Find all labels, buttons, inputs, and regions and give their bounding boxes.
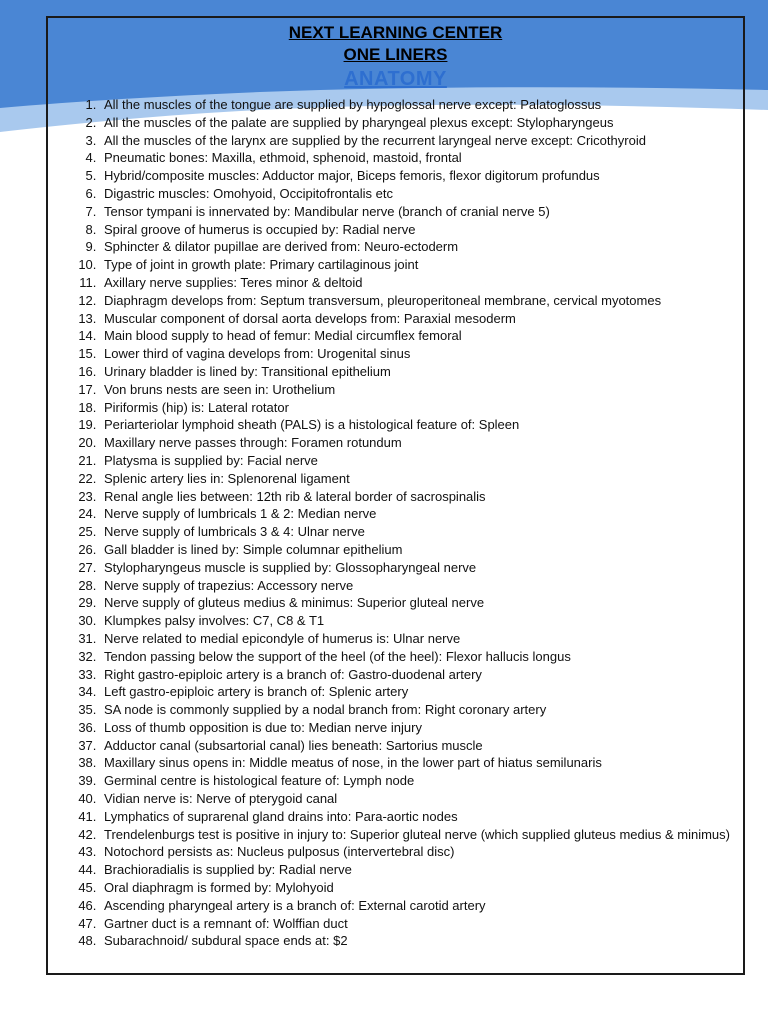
list-item: 15. Lower third of vagina develops from: Urogenital sinus <box>100 345 733 363</box>
list-item: 26. Gall bladder is lined by: Simple columnar epithelium <box>100 541 733 559</box>
list-item: 34. Left gastro-epiploic artery is branch of: Splenic artery <box>100 683 733 701</box>
list-item: 22. Splenic artery lies in: Splenorenal ligament <box>100 470 733 488</box>
list-item: 31. Nerve related to medial epicondyle of humerus is: Ulnar nerve <box>100 630 733 648</box>
list-item: 35. SA node is commonly supplied by a nodal branch from: Right coronary artery <box>100 701 733 719</box>
list-item: 2. All the muscles of the palate are supplied by pharyngeal plexus except: Stylopharyngeus <box>100 114 733 132</box>
list-item: 38. Maxillary sinus opens in: Middle meatus of nose, in the lower part of hiatus semilunaris <box>100 754 733 772</box>
list-item: 11. Axillary nerve supplies: Teres minor & deltoid <box>100 274 733 292</box>
list-item: 28. Nerve supply of trapezius: Accessory nerve <box>100 577 733 595</box>
list-item: 9. Sphincter & dilator pupillae are derived from: Neuro-ectoderm <box>100 238 733 256</box>
page-header <box>48 22 743 92</box>
list-item: 43. Notochord persists as: Nucleus pulposus (intervertebral disc) <box>100 843 733 861</box>
list-item: 41. Lymphatics of suprarenal gland drains into: Para-aortic nodes <box>100 808 733 826</box>
list-item: 33. Right gastro-epiploic artery is a branch of: Gastro-duodenal artery <box>100 666 733 684</box>
list-item: 47. Gartner duct is a remnant of: Wolffian duct <box>100 915 733 933</box>
list-item: 19. Periarteriolar lymphoid sheath (PALS) is a histological feature of: Spleen <box>100 416 733 434</box>
list-item: 27. Stylopharyngeus muscle is supplied by: Glossopharyngeal nerve <box>100 559 733 577</box>
list-item: 8. Spiral groove of humerus is occupied by: Radial nerve <box>100 221 733 239</box>
list-item: 7. Tensor tympani is innervated by: Mandibular nerve (branch of cranial nerve 5) <box>100 203 733 221</box>
list-item: 37. Adductor canal (subsartorial canal) lies beneath: Sartorius muscle <box>100 737 733 755</box>
list-item: 39. Germinal centre is histological feature of: Lymph node <box>100 772 733 790</box>
center-name: NEXT LEARNING CENTER <box>288 23 503 42</box>
list-item: 17. Von bruns nests are seen in: Urothelium <box>100 381 733 399</box>
list-item: 40. Vidian nerve is: Nerve of pterygoid canal <box>100 790 733 808</box>
list-item: 1. All the muscles of the tongue are supplied by hypoglossal nerve except: Palatoglossus <box>100 96 733 114</box>
list-item: 46. Ascending pharyngeal artery is a branch of: External carotid artery <box>100 897 733 915</box>
list-item: 42. Trendelenburgs test is positive in injury to: Superior gluteal nerve (which supplied gluteus medius & minimus) <box>100 826 733 844</box>
list-item: 48. Subarachnoid/ subdural space ends at: $2 <box>100 932 733 950</box>
list-item: 20. Maxillary nerve passes through: Foramen rotundum <box>100 434 733 452</box>
list-item: 5. Hybrid/composite muscles: Adductor major, Biceps femoris, flexor digitorum profundus <box>100 167 733 185</box>
list-item: 36. Loss of thumb opposition is due to: Median nerve injury <box>100 719 733 737</box>
list-item: 21. Platysma is supplied by: Facial nerve <box>100 452 733 470</box>
list-item: 23. Renal angle lies between: 12th rib & lateral border of sacrospinalis <box>100 488 733 506</box>
list-item: 13. Muscular component of dorsal aorta develops from: Paraxial mesoderm <box>100 310 733 328</box>
list-item: 45. Oral diaphragm is formed by: Mylohyoid <box>100 879 733 897</box>
list-item: 32. Tendon passing below the support of the heel (of the heel): Flexor hallucis longus <box>100 648 733 666</box>
list-item: 24. Nerve supply of lumbricals 1 & 2: Median nerve <box>100 505 733 523</box>
list-item: 4. Pneumatic bones: Maxilla, ethmoid, sphenoid, mastoid, frontal <box>100 149 733 167</box>
list-item: 10. Type of joint in growth plate: Primary cartilaginous joint <box>100 256 733 274</box>
list-item: 25. Nerve supply of lumbricals 3 & 4: Ulnar nerve <box>100 523 733 541</box>
list-item: 18. Piriformis (hip) is: Lateral rotator <box>100 399 733 417</box>
list-item: 44. Brachioradialis is supplied by: Radial nerve <box>100 861 733 879</box>
list-item: 14. Main blood supply to head of femur: Medial circumflex femoral <box>100 327 733 345</box>
list-item: 3. All the muscles of the larynx are supplied by the recurrent laryngeal nerve except: Cricothyroid <box>100 132 733 150</box>
subject-heading: ANATOMY <box>344 68 447 90</box>
list-item: 6. Digastric muscles: Omohyoid, Occipitofrontalis etc <box>100 185 733 203</box>
list-item: 29. Nerve supply of gluteus medius & minimus: Superior gluteal nerve <box>100 594 733 612</box>
list-item: 30. Klumpkes palsy involves: C7, C8 & T1 <box>100 612 733 630</box>
list-item: 16. Urinary bladder is lined by: Transitional epithelium <box>100 363 733 381</box>
list-item: 12. Diaphragm develops from: Septum transversum, pleuroperitoneal membrane, cervical myotomes <box>100 292 733 310</box>
document-subtitle: ONE LINERS <box>343 45 448 64</box>
one-liner-list <box>48 96 743 950</box>
page-frame <box>46 16 745 975</box>
